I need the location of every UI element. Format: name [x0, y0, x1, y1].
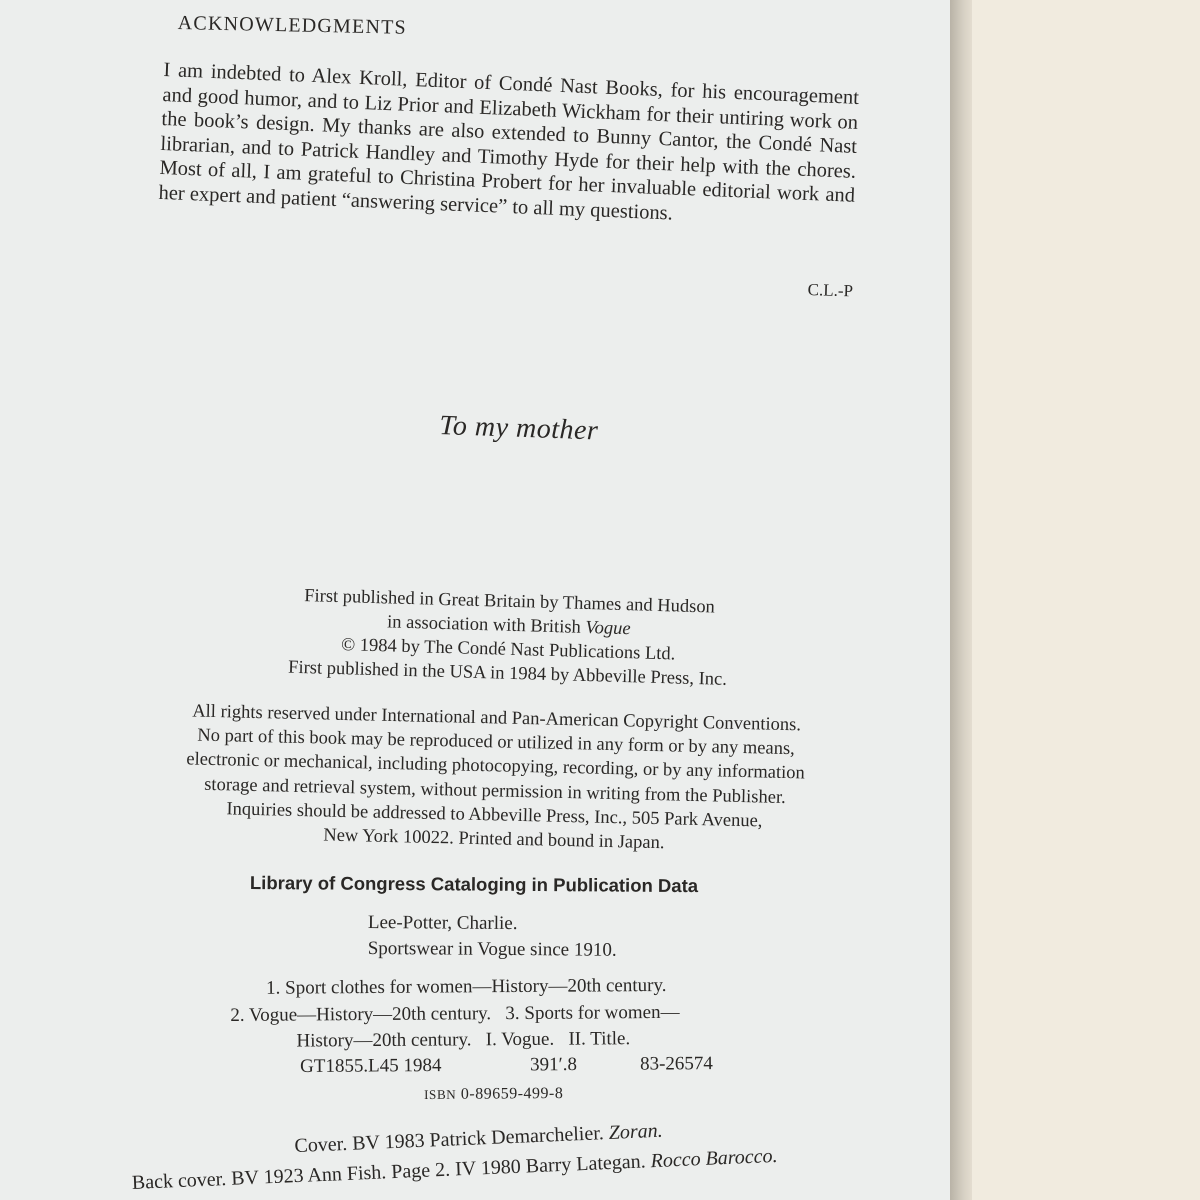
publication-line: First published in Great Britain by Thames and Hudson	[303, 586, 716, 618]
cataloging-subjects	[230, 972, 791, 1055]
call-number-row	[300, 1053, 713, 1078]
cataloging-title: Sportswear in Vogue since 1910.	[367, 937, 617, 961]
dedication: To my mother	[438, 410, 599, 447]
lccn: 83-26574	[639, 1053, 713, 1075]
publication-line: First published in the USA in 1984 by Abbeville Press, Inc.	[287, 657, 728, 690]
cover-credit: Cover. BV 1983 Patrick Demarchelier. Zoran.	[294, 1119, 664, 1158]
rights-line: No part of this book may be reproduced or utilized in any form or by any means,	[197, 725, 795, 760]
rights-line: New York 10022. Printed and bound in Japan.	[323, 825, 665, 854]
subject-line: History—20th century. I. Vogue. II. Title.	[296, 1028, 631, 1052]
isbn-number: 0-89659-499-8	[460, 1085, 564, 1103]
back-cover-credit: Back cover. BV 1923 Ann Fish. Page 2. IV 1980 Barry Lategan. Rocco Barocco.	[131, 1144, 778, 1194]
rights-line: electronic or mechanical, including photocopying, recording, or by any information	[186, 749, 805, 784]
rights-line: storage and retrieval system, without permission in writing from the Publisher.	[204, 774, 786, 808]
copyright-line: © 1984 by The Condé Nast Publications Ltd.	[340, 635, 676, 665]
acknowledgments-text: I am indebted to Alex Kroll, Editor of Condé Nast Books, for his encouragement and good humor, and to Liz Prior and Elizabeth Wickham for their untiring work on the book’s design. My thanks are also extended to Bunny Cantor, the Condé Nast librarian, and to Patrick Handley and Timothy Hyde for their help with the chores. Most of all, I am grateful to Christina Probert for her invaluable editorial work and her expert and patient “answering service” to all my questions.	[158, 58, 860, 225]
subject-line: 2. Vogue—History—20th century. 3. Sports for women—	[230, 1001, 680, 1026]
book-gutter	[950, 0, 972, 1200]
call-number: GT1855.L45 1984	[300, 1055, 442, 1077]
cataloging-entry	[368, 910, 617, 964]
publication-line: in association with British Vogue	[386, 612, 631, 640]
rights-notice	[123, 698, 868, 860]
dewey-number: 391′.8	[529, 1054, 578, 1076]
cataloging-heading: Library of Congress Cataloging in Publication Data	[249, 872, 699, 897]
subject-line: 1. Sport clothes for women—History—20th century.	[266, 974, 667, 999]
isbn-label: ISBN	[424, 1086, 457, 1102]
cataloging-author: Lee-Potter, Charlie.	[367, 911, 518, 935]
author-initials: C.L.-P	[807, 280, 854, 301]
rights-line: Inquiries should be addressed to Abbeville Press, Inc., 505 Park Avenue,	[226, 799, 763, 832]
acknowledgments-heading: ACKNOWLEDGMENTS	[177, 12, 408, 39]
publication-info	[227, 582, 789, 694]
image-credits	[130, 1111, 778, 1198]
isbn-line	[424, 1085, 563, 1104]
facing-page-edge	[972, 0, 1200, 1200]
rights-line: All rights reserved under International and Pan-American Copyright Conventions.	[192, 701, 802, 736]
